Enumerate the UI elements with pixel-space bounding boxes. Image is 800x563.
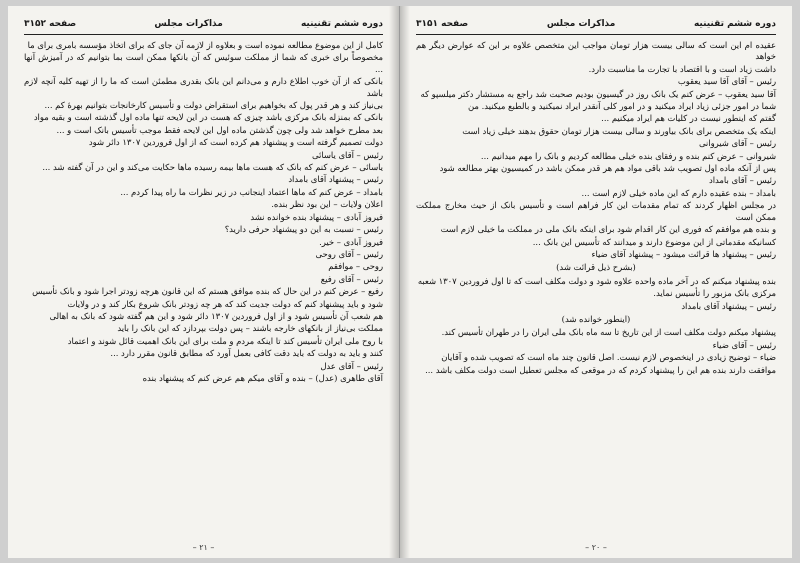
paragraph: پس از آنکه ماده اول تصویب شد باقی مواد هم هر قدر ممکن باشد در کمیسیون بهتر مطالعه شود bbox=[439, 163, 776, 174]
left-page-footer: – ۲۱ – bbox=[192, 543, 215, 552]
paragraph: رئیس – آقای آقا سید یعقوب bbox=[677, 76, 776, 87]
paragraph: (بشرح ذیل قرائت شد) bbox=[556, 262, 636, 273]
paragraph: کسانیکه مقدماتی از این موضوع دارند و میدانند که تأسیس این بانک ... bbox=[532, 236, 776, 247]
paragraph: رئیس – پیشنهاد آقای بامداد bbox=[288, 174, 383, 185]
paragraph: کامل از این موضوع مطالعه نموده است و بعلاوه از لازمه آن جای که برای اتخاذ مؤسسه بامری برای ما bbox=[27, 40, 383, 50]
gutter-shadow bbox=[400, 6, 410, 558]
paragraph: آقا سید یعقوب – عرض کنم یک بانک روز در گیسیون بودیم صحبت شد راجع به مستشار دکتر میلسپو که bbox=[420, 88, 776, 99]
paragraph: بنده پیشنهاد میکنم که در آخر ماده واحده علاوه شود و دولت مکلف است که تا اول فروردین ۱۳۰۷ شعبه bbox=[417, 275, 776, 286]
paragraph: کنند و باید به دولت که باید دقت کافی بعمل آورد که مطابق قانون مقرر دارد ... bbox=[110, 348, 383, 359]
paragraph: رئیس – آقای ضیاء bbox=[712, 339, 776, 350]
paragraph: موافقت دارند بنده هم این را پیشنهاد کردم که در موقعی که مجلس تعطیل است دولت مکلف باشد ... bbox=[425, 364, 776, 375]
paragraph: در مجلس اظهار کردند که تمام مقدمات این کار فراهم است و تأسیس بانک از حیث مخارج مملکت ممکن است bbox=[416, 200, 776, 222]
paragraph: مملکت بی‌نیاز از بانکهای خارجه باشند – پس دولت بپردازد که این بانک را باید bbox=[117, 323, 383, 334]
left-page-number: صفحه ۳۱۵۲ bbox=[24, 19, 77, 29]
left-page bbox=[8, 6, 400, 558]
right-page-number: صفحه ۳۱۵۱ bbox=[416, 19, 469, 29]
right-page-header bbox=[416, 16, 776, 32]
paragraph: رئیس – آقای بامداد bbox=[708, 175, 776, 186]
paragraph: بانکی که بمنزله بانک مرکزی باشد چیزی که هست در این لایحه تنها ماده اول گذشته است و بقیه مواد bbox=[33, 112, 383, 123]
paragraph: داشت زیاد است و با اقتصاد با تجارت ما مناسبت دارد. bbox=[588, 63, 776, 74]
paragraph: فیروز آبادی – خیر. bbox=[319, 236, 383, 247]
paragraph: بی‌نیاز کند و هر قدر پول که بخواهیم برای استقراض دولت و تأسیس کارخانجات بتوانیم بهرهٔ کم ... bbox=[44, 100, 383, 111]
right-session-label: دوره ششم تقنينيه bbox=[693, 19, 776, 29]
paragraph: رئیس – نسبت به این دو پیشنهاد حرفی دارید؟ bbox=[224, 224, 383, 235]
paragraph: رئیس – پیشنهاد آقای بامداد bbox=[681, 300, 776, 311]
right-page bbox=[400, 6, 792, 558]
header-rule bbox=[416, 34, 776, 35]
header-rule bbox=[24, 34, 383, 35]
gutter-shadow bbox=[389, 6, 399, 558]
paragraph: رئیس – آقای رفیع bbox=[320, 273, 383, 284]
paragraph: پیشنهاد میکنم دولت مکلف است از این تاریخ تا سه ماه بانک ملی ایران را در طهران تأسیس کند. bbox=[441, 327, 776, 338]
book-spread bbox=[8, 6, 792, 558]
paragraph: یاسائی – عرض کنم که بانک که هست ماها بیمه رسیده ماها حکایت می‌کند و این در آن گفته شد ... bbox=[42, 162, 383, 173]
left-page-body bbox=[24, 40, 383, 536]
paragraph: شیروانی – عرض کنم بنده و رفقای بنده خیلی مطالعه کردیم و بانک را مهم میدانیم ... bbox=[480, 150, 776, 161]
paragraph: شما در امور جزئی زیاد ایراد میکنید و در امور کلی آنقدر ایراد نمیکنید و بالطبع میکنید. من bbox=[468, 101, 776, 112]
paragraph: رئیس – پیشنهاد ها قرائت میشود – پیشنهاد آقای ضیاء bbox=[591, 248, 776, 259]
paragraph: آقای طاهری (عدل) – بنده و آقای میکم هم عرض کنم که پیشنهاد بنده bbox=[142, 372, 383, 383]
paragraph: اعلان ولایات – این بود نظر بنده. bbox=[271, 199, 383, 210]
left-session-label: دوره ششم تقنينيه bbox=[300, 19, 383, 29]
paragraph: مرکزی بانک مزبور را تأسیس نماید. bbox=[653, 288, 776, 299]
paragraph: بامداد – عرض کنم که ماها اعتماد اینجانب در زیر نظرات ما راه پیدا کردم ... bbox=[120, 186, 383, 197]
paragraph: دولت تصمیم گرفته است و پیشنهاد هم کرده است که از اول فروردین ۱۳۰۷ دائر شود bbox=[88, 137, 383, 148]
paragraph: مخصوصاً برای خبری که شما از مملکت سوئیس که آن بانکها ممکن است بما بتوانیم که در آمیزش آنها ... bbox=[24, 52, 383, 74]
paragraph: شود و باید پیشنهاد کنم که دولت جدیت کند که هر چه زودتر بانک شروع بکار کند و در ولایات bbox=[67, 298, 383, 309]
paragraph: بامداد – بنده عقیده دارم که این ماده خیلی لازم است ... bbox=[581, 187, 776, 198]
right-page-body bbox=[416, 40, 776, 536]
paragraph: و بنده هم موافقم که فوری این کار اقدام شود برای اینکه بانک ملی در مملکت ما خیلی لازم است bbox=[440, 224, 776, 235]
paragraph: رئیس – آقای شیروانی bbox=[698, 138, 776, 149]
paragraph: رئیس – آقای یاسائی bbox=[312, 149, 383, 160]
paragraph: ضیاء – توضیح زیادی در اینخصوص لازم نیست. اصل قانون چند ماه است که تصویب شده و آقایان bbox=[441, 352, 776, 363]
paragraph: بعد مطرح خواهد شد ولی چون گذشتن ماده اول این لایحه فقط موجب تأسیس بانک است و ... bbox=[56, 124, 383, 135]
paragraph: فیروز آبادی – پیشنهاد بنده خوانده نشد bbox=[250, 211, 383, 222]
paragraph: عقیده ام این است که سالی بیست هزار تومان مواجب این متخصص علاوه بر این که عوارض دیگر هم خواهد bbox=[416, 40, 776, 62]
paragraph: رئیس – آقای عدل bbox=[320, 360, 383, 371]
left-title: مذاكرات مجلس bbox=[154, 19, 223, 29]
paragraph: رفیع – عرض کنم در این حال که بنده موافق هستم که این قانون هرچه زودتر اجرا شود و بانک تأسیس bbox=[32, 286, 383, 297]
left-page-header bbox=[24, 16, 383, 32]
paragraph: (اینطور خوانده شد) bbox=[561, 313, 631, 324]
paragraph: اینکه یک متخصص برای بانک بیاورند و سالی بیست هزار تومان حقوق بدهند خیلی زیاد است bbox=[462, 125, 776, 136]
right-page-footer: – ۲۰ – bbox=[585, 543, 607, 552]
paragraph: گفتم که اینطور نیست در کلیات هم ایراد میکنیم ... bbox=[601, 113, 776, 124]
paragraph: رئیس – آقای روحی bbox=[315, 248, 383, 259]
paragraph: هم شعب آن تأسیس شود و از اول فروردین ۱۳۰۷ دائر شود و این هم گفته شود که بانک به اهالی bbox=[49, 310, 383, 321]
paragraph: با روح ملی ایران تأسیس کند تا اینکه مردم و ملت برای این بانک اهمیت قائل شوند و اعتماد bbox=[67, 335, 383, 346]
paragraph: روحی – موافقم bbox=[328, 261, 383, 272]
paragraph: بانکی که از آن خوب اطلاع دارم و می‌دانم این بانک بقدری مطمئن است که ما را از تهیه کلیه آنچه لازم باشد bbox=[24, 76, 383, 98]
right-title: مذاكرات مجلس bbox=[546, 19, 616, 29]
